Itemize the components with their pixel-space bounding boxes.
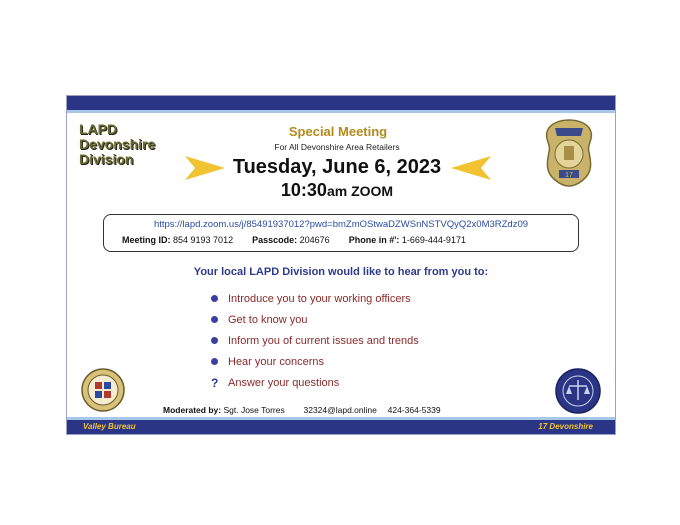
passcode-label: Passcode: — [252, 235, 298, 245]
zoom-link[interactable]: https://lapd.zoom.us/j/85491937012?pwd=bmZmOStwaDZWSnNSTVQyQ2x0M3RZdz09 — [153, 219, 529, 230]
list-item-text: Get to know you — [228, 313, 308, 326]
list-item-text: Answer your questions — [228, 376, 340, 389]
badge-number: 17 — [565, 172, 573, 179]
moderator-email[interactable]: 32324@lapd.online — [303, 405, 377, 415]
question-mark-icon: ? — [211, 375, 219, 390]
footer-left: Valley Bureau — [83, 422, 136, 431]
moderator-phone: 424-364-5339 — [387, 405, 441, 415]
passcode: 204676 — [299, 235, 330, 245]
phone-label: Phone in #': — [348, 235, 400, 245]
meeting-flyer — [66, 95, 616, 435]
meeting-title: Special Meeting — [288, 124, 388, 139]
moderator-line — [163, 405, 441, 415]
meeting-time-suffix: am ZOOM — [326, 183, 394, 199]
list-item — [211, 330, 419, 351]
top-accent-line — [67, 110, 615, 113]
list-item-text: Inform you of current issues and trends — [228, 334, 419, 347]
meeting-details — [122, 235, 466, 245]
bullet-icon — [211, 295, 218, 302]
list-item — [211, 309, 419, 330]
bullet-icon — [211, 358, 218, 365]
division-name — [79, 122, 155, 167]
bottom-bar — [67, 420, 615, 434]
top-bar — [67, 96, 615, 110]
phone-number: 1-669-444-9171 — [401, 235, 466, 245]
moderator-label: Moderated by: — [163, 405, 222, 415]
list-item-text: Introduce you to your working officers — [228, 292, 411, 305]
division-line-1: LAPD — [79, 121, 118, 137]
list-item — [211, 351, 419, 372]
meeting-time-main: 10:30 — [280, 180, 327, 200]
meeting-id: 854 9193 7012 — [173, 235, 234, 245]
meeting-subtitle: For All Devonshire Area Retailers — [274, 142, 400, 152]
meeting-date: Tuesday, June 6, 2023 — [232, 156, 442, 178]
division-line-3: Division — [79, 151, 134, 167]
moderator-name: Sgt. Jose Torres — [223, 405, 285, 415]
meeting-time — [207, 180, 467, 201]
hear-heading: Your local LAPD Division would like to hear from you to: — [193, 266, 489, 278]
footer-right: 17 Devonshire — [538, 422, 593, 431]
bullet-icon — [211, 337, 218, 344]
meeting-info-box — [103, 214, 579, 252]
list-item — [211, 372, 419, 393]
list-item — [211, 288, 419, 309]
city-seal-icon — [81, 368, 125, 412]
list-item-text: Hear your concerns — [228, 355, 324, 368]
bullet-icon — [211, 316, 218, 323]
meeting-id-label: Meeting ID: — [122, 235, 171, 245]
agenda-list — [211, 288, 419, 393]
department-seal-icon — [555, 368, 601, 414]
division-line-2: Devonshire — [79, 136, 156, 152]
police-badge-icon — [543, 118, 595, 188]
